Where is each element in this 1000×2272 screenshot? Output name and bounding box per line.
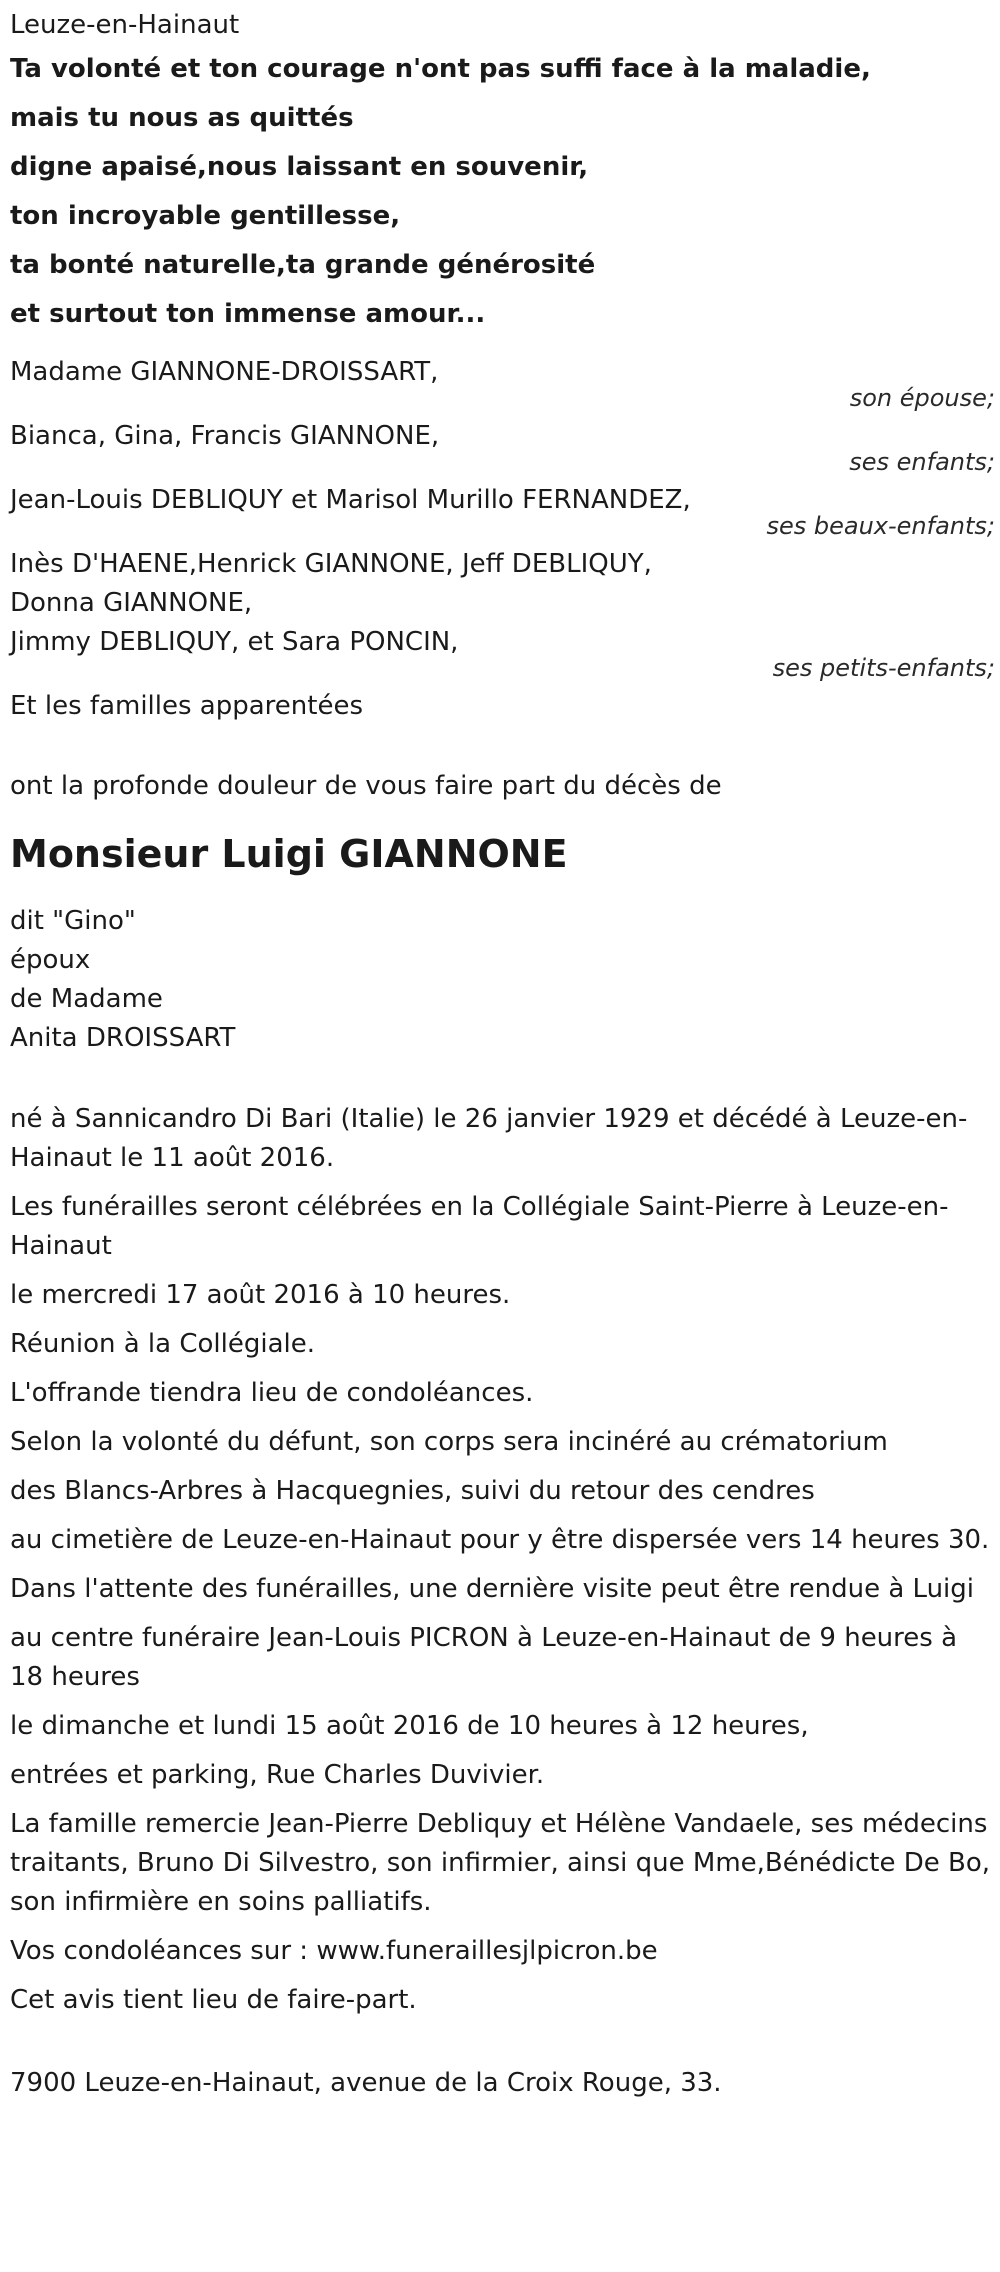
notice-paragraph: La famille remercie Jean-Pierre Debliquy et Hélène Vandaele, ses médecins traitants, Bruno Di Silvestro, son infirmier, ainsi que Mme,Bénédicte De Bo, son infirmière en soins palliatifs.	[10, 1809, 990, 1917]
notice-paragraph: le mercredi 17 août 2016 à 10 heures.	[10, 1280, 511, 1310]
family-grandchildren-name-line: Donna GIANNONE,	[10, 588, 253, 618]
poem-line: et surtout ton immense amour...	[10, 299, 486, 329]
family-children	[10, 417, 995, 481]
family-in-laws-names: Jean-Louis DEBLIQUY et Marisol Murillo FERNANDEZ,	[10, 485, 691, 515]
notice-paragraph: L'offrande tiendra lieu de condoléances.	[10, 1378, 534, 1408]
family-in-laws-role: ses beaux-enfants;	[766, 512, 995, 540]
family-spouse-names: Madame GIANNONE-DROISSART,	[10, 357, 439, 387]
notice-paragraph: Dans l'attente des funérailles, une dernière visite peut être rendue à Luigi	[10, 1574, 975, 1604]
deceased-name: Monsieur Luigi GIANNONE	[10, 832, 568, 876]
poem-line: ta bonté naturelle,ta grande générosité	[10, 250, 596, 280]
family-children-names: Bianca, Gina, Francis GIANNONE,	[10, 421, 440, 451]
notice-paragraph: des Blancs-Arbres à Hacquegnies, suivi du retour des cendres	[10, 1476, 815, 1506]
announcement: ont la profonde douleur de vous faire part du décès de	[10, 771, 722, 801]
notice-paragraph: né à Sannicandro Di Bari (Italie) le 26 janvier 1929 et décédé à Leuze-en-Hainaut le 11 août 2016.	[10, 1104, 968, 1173]
family-grandchildren-role: ses petits-enfants;	[772, 654, 995, 682]
family-spouse	[10, 353, 995, 417]
deceased-details	[10, 902, 995, 1058]
notice-body	[10, 1100, 995, 2020]
poem	[10, 45, 995, 339]
family-grandchildren-name-line: Inès D'HAENE,Henrick GIANNONE, Jeff DEBLIQUY,	[10, 549, 652, 579]
notice-paragraph: au centre funéraire Jean-Louis PICRON à Leuze-en-Hainaut de 9 heures à 18 heures	[10, 1623, 958, 1692]
notice-paragraph: entrées et parking, Rue Charles Duvivier.	[10, 1760, 545, 1790]
footer-address: 7900 Leuze-en-Hainaut, avenue de la Croix Rouge, 33.	[10, 2068, 722, 2098]
family-children-role: ses enfants;	[849, 448, 995, 476]
notice-paragraph: Selon la volonté du défunt, son corps sera incinéré au crématorium	[10, 1427, 888, 1457]
notice-paragraph: le dimanche et lundi 15 août 2016 de 10 heures à 12 heures,	[10, 1711, 809, 1741]
condolences-link: Vos condoléances sur : www.funeraillesjlpicron.be	[10, 1936, 658, 1966]
family-grandchildren-name-line: Jimmy DEBLIQUY, et Sara PONCIN,	[10, 627, 459, 657]
poem-line: mais tu nous as quittés	[10, 103, 354, 133]
notice-paragraph: Réunion à la Collégiale.	[10, 1329, 315, 1359]
poem-line: ton incroyable gentillesse,	[10, 201, 401, 231]
deceased-detail-line: époux	[10, 945, 91, 975]
obituary-content	[10, 0, 995, 2103]
notice-paragraph: Cet avis tient lieu de faire-part.	[10, 1985, 417, 2015]
notice-paragraph: Les funérailles seront célébrées en la Collégiale Saint-Pierre à Leuze-en-Hainaut	[10, 1192, 949, 1261]
poem-line: digne apaisé,nous laissant en souvenir,	[10, 152, 589, 182]
deceased-detail-line: Anita DROISSART	[10, 1023, 236, 1053]
family-in-laws	[10, 481, 995, 545]
family-spouse-role: son épouse;	[849, 384, 995, 412]
family-related: Et les familles apparentées	[10, 691, 364, 721]
deceased-detail-line: dit "Gino"	[10, 906, 136, 936]
poem-line: Ta volonté et ton courage n'ont pas suffi face à la maladie,	[10, 54, 871, 84]
deceased-detail-line: de Madame	[10, 984, 163, 1014]
notice-paragraph: au cimetière de Leuze-en-Hainaut pour y être dispersée vers 14 heures 30.	[10, 1525, 990, 1555]
city-header: Leuze-en-Hainaut	[10, 10, 240, 40]
family-grandchildren	[10, 545, 995, 687]
